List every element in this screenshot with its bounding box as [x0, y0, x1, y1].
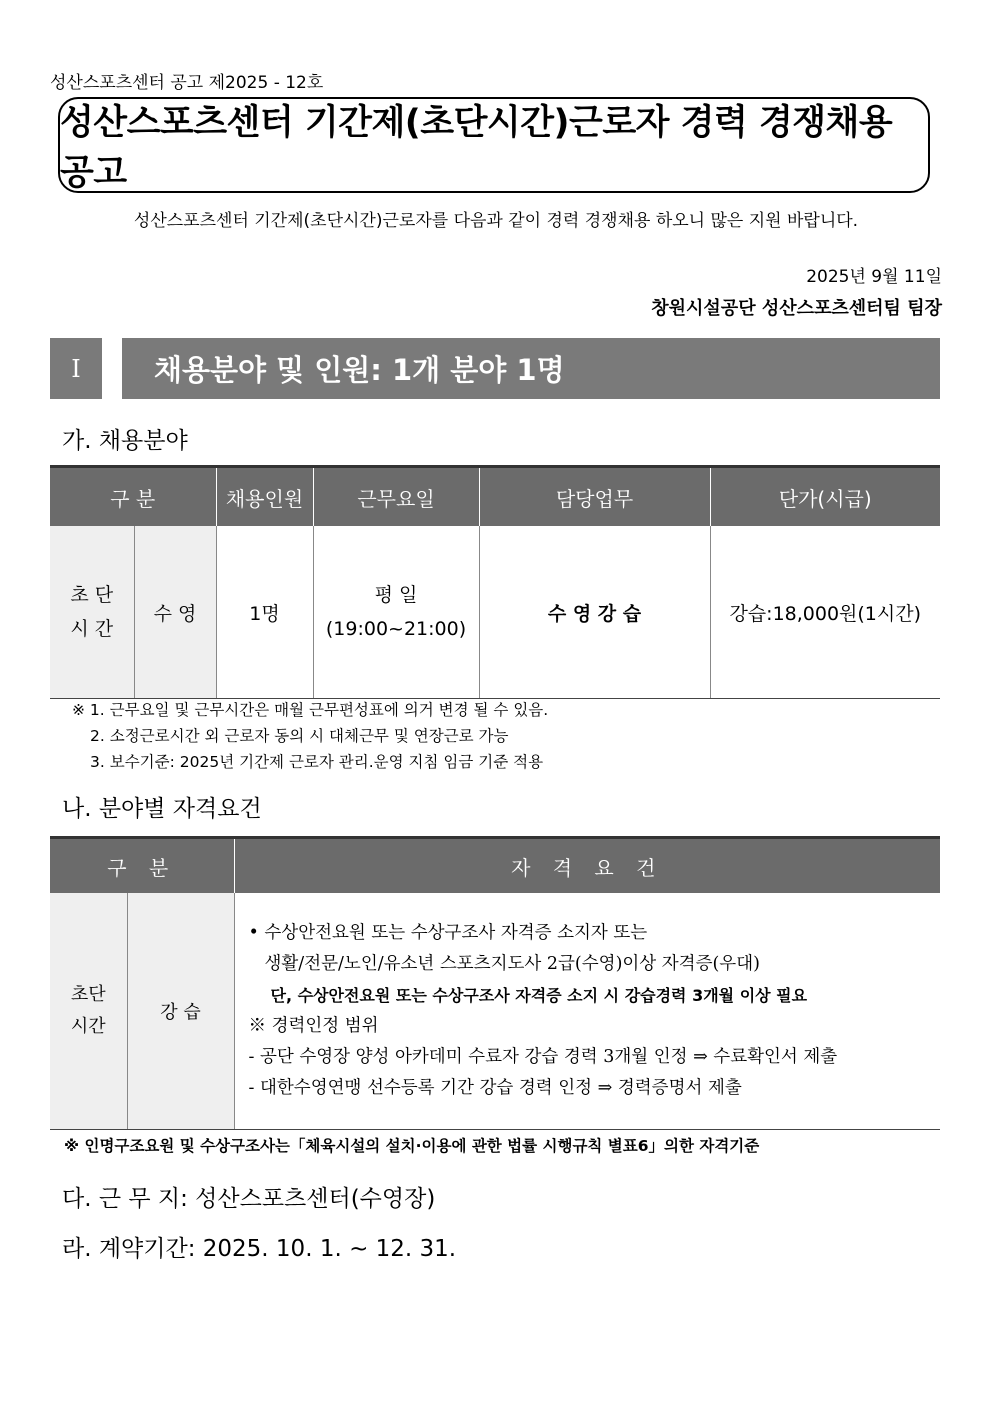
cell-wage: 강습:18,000원(1시간) — [710, 526, 940, 699]
header-wage: 단가(시급) — [710, 467, 940, 527]
issuer: 창원시설공단 성산스포츠센터팀 팀장 — [651, 298, 942, 319]
footnote: ※ 인명구조요원 및 수상구조사는「체육시설의 설치·이용에 관한 법률 시행규칙 별표6」의한 자격기준 — [64, 1137, 760, 1155]
cell-field: 강 습 — [127, 893, 234, 1130]
requirement-line: • 수상안전요원 또는 수상구조사 자격증 소지자 또는 — [248, 923, 648, 943]
days-line: 평 일 — [374, 584, 418, 606]
subheading-qualifications: 나. 분야별 자격요건 — [62, 796, 262, 822]
requirement-line: ※ 경력인정 범위 — [248, 1016, 379, 1036]
requirement-line: 단, 수상안전요원 또는 수상구조사 자격증 소지 시 강습경력 3개월 이상 필요 — [270, 986, 808, 1005]
title-box — [58, 97, 930, 193]
header-category: 구 분 — [50, 838, 234, 894]
header-days: 근무요일 — [313, 467, 479, 527]
header-requirements: 자 격 요 건 — [234, 838, 940, 894]
table-header-row — [50, 838, 940, 894]
qualification-table — [50, 836, 940, 1130]
page-title: 성산스포츠센터 기간제(초단시간)근로자 경력 경쟁채용 공고 — [60, 103, 893, 193]
cell-category — [50, 526, 134, 699]
hours-line: (19:00~21:00) — [325, 618, 467, 640]
header-count: 채용인원 — [216, 467, 313, 527]
note-item: 2. 소정근로시간 외 근로자 동의 시 대체근무 및 연장근로 가능 — [90, 727, 509, 745]
note-item: ※ 1. 근무요일 및 근무시간은 매월 근무편성표에 의거 변경 될 수 있음. — [72, 701, 549, 719]
cell-category — [50, 893, 127, 1130]
cell-days — [313, 526, 479, 699]
intro-text: 성산스포츠센터 기간제(초단시간)근로자를 다음과 같이 경력 경쟁채용 하오니 많은 지원 바랍니다. — [133, 211, 859, 231]
header-duty: 담당업무 — [479, 467, 710, 527]
recruitment-table — [50, 465, 940, 699]
notice-date: 2025년 9월 11일 — [806, 267, 942, 287]
section-number: Ⅰ — [50, 338, 102, 399]
cell-duty: 수 영 강 습 — [479, 526, 710, 699]
category-line: 시간 — [70, 1016, 106, 1037]
category-line: 초 단 — [70, 584, 114, 606]
subheading-recruitment-field: 가. 채용분야 — [62, 428, 188, 454]
requirement-line: 생활/전문/노인/유소년 스포츠지도사 2급(수영)이상 자격증(우대) — [264, 954, 760, 974]
contract-period: 라. 계약기간: 2025. 10. 1. ~ 12. 31. — [62, 1236, 457, 1262]
work-site: 다. 근 무 지: 성산스포츠센터(수영장) — [62, 1186, 436, 1212]
category-line: 시 간 — [70, 618, 114, 640]
cell-requirements — [234, 893, 940, 1130]
notice-number: 성산스포츠센터 공고 제2025 - 12호 — [50, 73, 324, 93]
requirement-line: - 대한수영연맹 선수등록 기간 강습 경력 인정 ⇒ 경력증명서 제출 — [248, 1078, 742, 1098]
cell-count: 1명 — [216, 526, 313, 699]
table-header-row — [50, 467, 940, 527]
note-item: 3. 보수기준: 2025년 기간제 근로자 관리.운영 지침 임금 기준 적용 — [90, 753, 544, 771]
section-title: 채용분야 및 인원: 1개 분야 1명 — [122, 338, 940, 399]
table-row — [50, 893, 940, 1130]
category-line: 초단 — [70, 984, 106, 1005]
header-category: 구 분 — [50, 467, 216, 527]
requirement-line: - 공단 수영장 양성 아카데미 수료자 강습 경력 3개월 인정 ⇒ 수료확인서 제출 — [248, 1047, 838, 1067]
cell-field: 수 영 — [134, 526, 216, 699]
table-row — [50, 526, 940, 699]
